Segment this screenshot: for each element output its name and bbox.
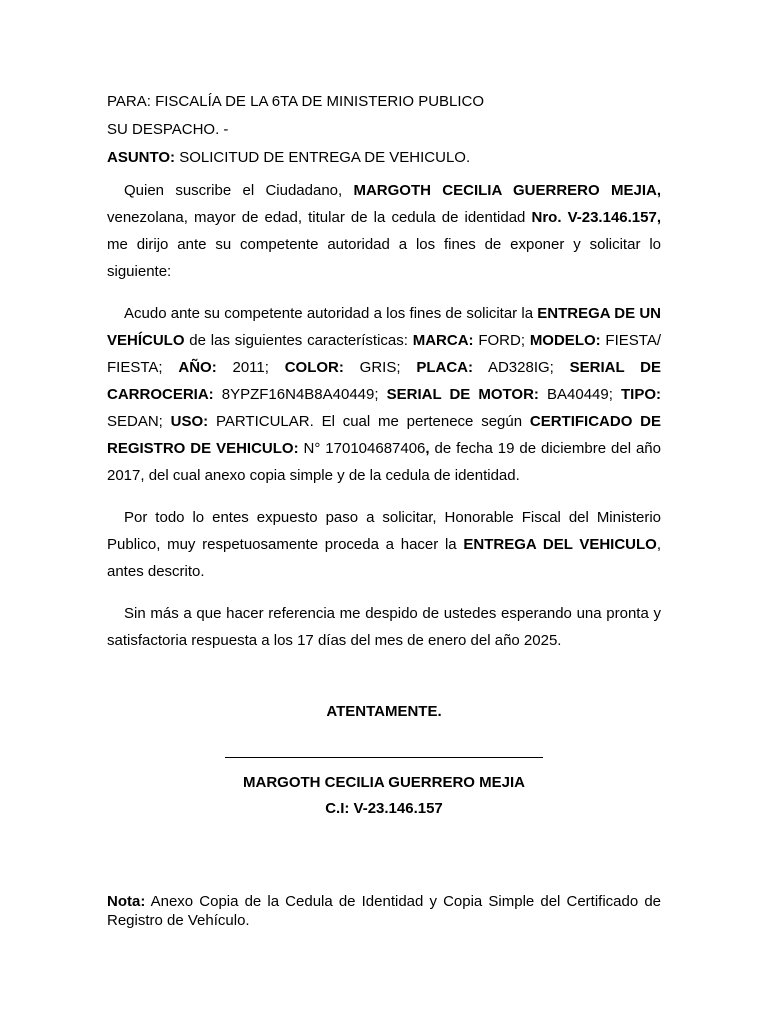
text: Quien suscribe el Ciudadano, — [124, 182, 354, 199]
id-number: Nro. V-23.146.157, — [531, 209, 661, 226]
subject-text: SOLICITUD DE ENTREGA DE VEHICULO. — [175, 149, 471, 166]
bold-text: , — [425, 440, 430, 457]
subject-line — [107, 144, 661, 172]
bold-text: ENTREGA DEL VEHICULO — [463, 536, 657, 553]
paragraph-vehicle — [107, 300, 661, 489]
field-label: USO: — [170, 413, 209, 430]
field-value: PARTICULAR. El cual me pertenece según — [208, 413, 530, 430]
signer-name: MARGOTH CECILIA GUERRERO MEJIA — [243, 774, 525, 791]
bold-text: ENTREGA DE UN VEHÍCULO — [107, 305, 661, 349]
signature-block — [107, 700, 661, 822]
field-value: GRIS; — [343, 359, 417, 376]
note — [107, 892, 661, 930]
field-label: SERIAL DE MOTOR: — [386, 386, 539, 403]
field-value: 2011; — [216, 359, 285, 376]
letter-body — [107, 88, 661, 654]
paragraph-farewell — [107, 600, 661, 654]
field-value: FORD; — [473, 332, 530, 349]
text: Sin más a que hacer referencia me despido de ustedes esperando una pronta y satisfactoria respuesta a los 17 días del mes de enero del año 2025. — [107, 605, 661, 649]
office-line: SU DESPACHO. - — [107, 121, 229, 138]
field-label: MODELO: — [529, 332, 601, 349]
recipient-line: PARA: FISCALÍA DE LA 6TA DE MINISTERIO PUBLICO — [107, 93, 485, 110]
text: Por todo lo entes expuesto paso a solicitar, Honorable Fiscal del Ministerio Publico, muy respetuosamente proceda a hacer la — [107, 509, 661, 553]
field-label: TIPO: — [620, 386, 661, 403]
field-value: FIESTA/ FIESTA; — [107, 332, 661, 376]
text: , antes descrito. — [107, 536, 661, 580]
field-label: AÑO: — [178, 359, 217, 376]
field-value: SEDAN; — [107, 413, 171, 430]
note-text: Anexo Copia de la Cedula de Identidad y Copia Simple del Certificado de Registro de Vehículo. — [107, 893, 661, 929]
field-label: PLACA: — [416, 359, 473, 376]
text: venezolana, mayor de edad, titular de la cedula de identidad — [107, 209, 532, 226]
text: Acudo ante su competente autoridad a los fines de solicitar la — [124, 305, 538, 322]
note-label: Nota: — [107, 893, 146, 910]
field-label: SERIAL DE CARROCERIA: — [107, 359, 661, 403]
field-label: MARCA: — [412, 332, 474, 349]
field-label: CERTIFICADO DE REGISTRO DE VEHICULO: — [107, 413, 662, 457]
paragraph-intro — [107, 177, 661, 285]
field-value: BA40449; — [538, 386, 621, 403]
field-value: N° 170104687406 — [298, 440, 426, 457]
paragraph-request — [107, 504, 661, 585]
text: de las siguientes características: — [184, 332, 413, 349]
field-label: COLOR: — [284, 359, 344, 376]
citizen-name: MARGOTH CECILIA GUERRERO MEJIA, — [353, 182, 661, 199]
text: me dirijo ante su competente autoridad a los fines de exponer y solicitar lo siguiente: — [107, 236, 661, 280]
signer-id: C.I: V-23.146.157 — [325, 800, 443, 817]
text: de fecha 19 de diciembre del año 2017, del cual anexo copia simple y de la cedula de identidad. — [107, 440, 661, 484]
subject-label: ASUNTO: — [107, 149, 176, 166]
closing-regards: ATENTAMENTE. — [326, 703, 442, 720]
field-value: 8YPZF16N4B8A40449; — [213, 386, 387, 403]
field-value: AD328IG; — [472, 359, 570, 376]
